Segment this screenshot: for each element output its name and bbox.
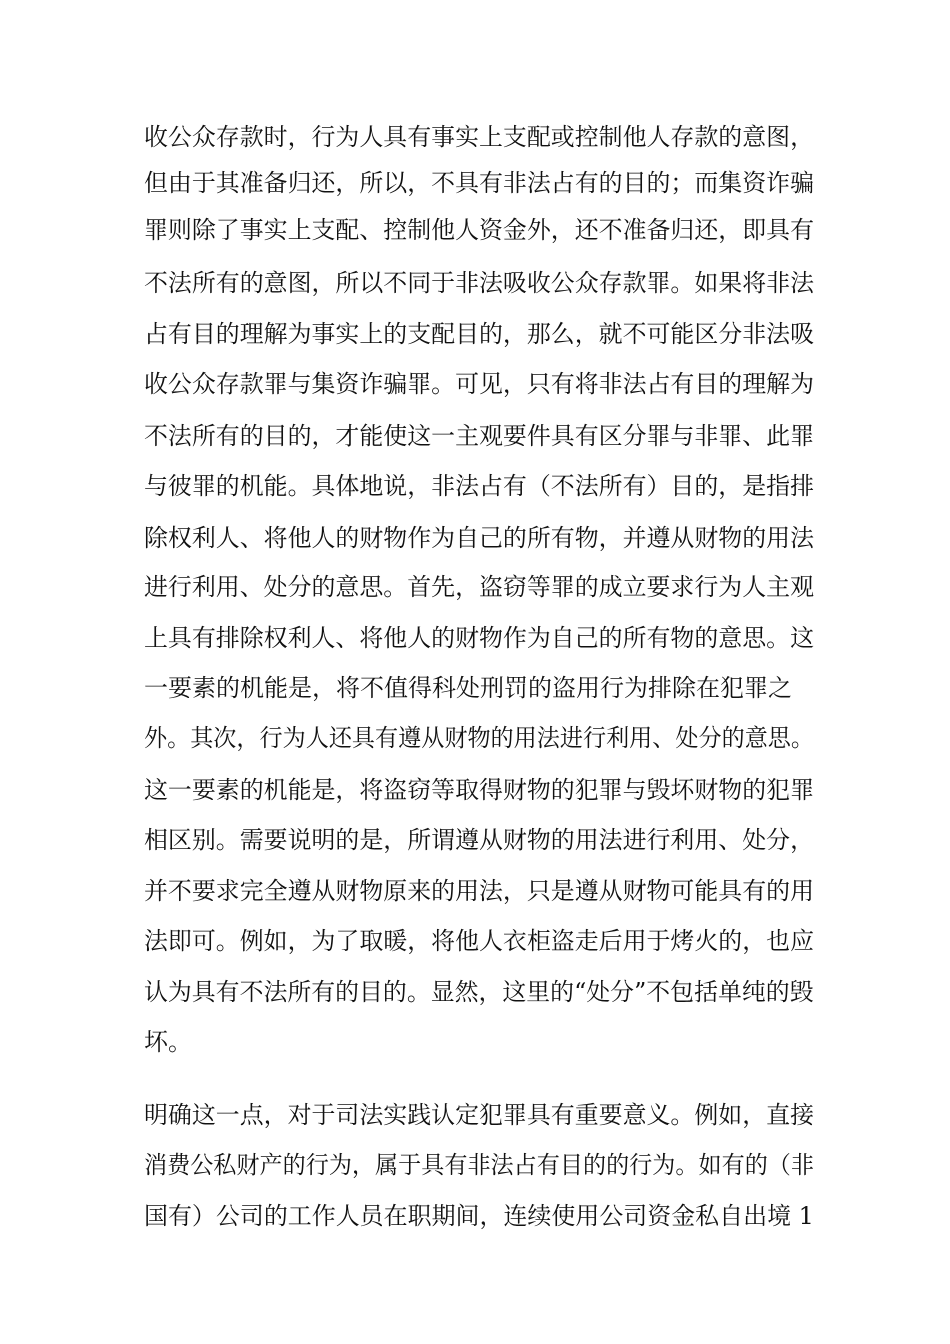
text-line: 明确这一点，对于司法实践认定犯罪具有重要意义。例如，直接 xyxy=(144,1101,814,1129)
text-line: 并不要求完全遵从财物原来的用法，只是遵从财物可能具有的用 xyxy=(144,877,814,905)
text-line: 外。其次，行为人还具有遵从财物的用法进行利用、处分的意思。 xyxy=(144,724,814,752)
text-line: 除权利人、将他人的财物作为自己的所有物，并遵从财物的用法 xyxy=(144,524,814,552)
text-line: 但由于其准备归还，所以，不具有非法占有的目的；而集资诈骗 xyxy=(144,169,814,197)
text-line: 消费公私财产的行为，属于具有非法占有目的的行为。如有的（非 xyxy=(144,1151,814,1179)
text-line: 认为具有不法所有的目的。显然，这里的“处分”不包括单纯的毁 xyxy=(144,978,814,1006)
text-line: 这一要素的机能是，将盗窃等取得财物的犯罪与毁坏财物的犯罪 xyxy=(144,776,814,804)
text-line: 罪则除了事实上支配、控制他人资金外，还不准备归还，即具有 xyxy=(144,216,814,244)
text-line: 不法所有的意图，所以不同于非法吸收公众存款罪。如果将非法 xyxy=(144,269,814,297)
text-line: 相区别。需要说明的是，所谓遵从财物的用法进行利用、处分， xyxy=(144,826,814,854)
text-line: 占有目的理解为事实上的支配目的，那么，就不可能区分非法吸 xyxy=(144,320,814,348)
text-line: 进行利用、处分的意思。首先，盗窃等罪的成立要求行为人主观 xyxy=(144,573,814,601)
text-line: 上具有排除权利人、将他人的财物作为自己的所有物的意思。这 xyxy=(144,624,814,652)
text-line: 与彼罪的机能。具体地说，非法占有（不法所有）目的，是指排 xyxy=(144,472,814,500)
text-line: 国有）公司的工作人员在职期间，连续使用公司资金私自出境 1 xyxy=(144,1202,814,1230)
text-line: 不法所有的目的，才能使这一主观要件具有区分罪与非罪、此罪 xyxy=(144,422,814,450)
text-line: 法即可。例如，为了取暖，将他人衣柜盗走后用于烤火的，也应 xyxy=(144,927,814,955)
text-line: 坏。 xyxy=(144,1028,192,1056)
text-line: 收公众存款罪与集资诈骗罪。可见，只有将非法占有目的理解为 xyxy=(144,370,814,398)
text-line: 一要素的机能是，将不值得科处刑罚的盗用行为排除在犯罪之 xyxy=(144,674,792,702)
text-line: 收公众存款时，行为人具有事实上支配或控制他人存款的意图， xyxy=(144,123,814,151)
